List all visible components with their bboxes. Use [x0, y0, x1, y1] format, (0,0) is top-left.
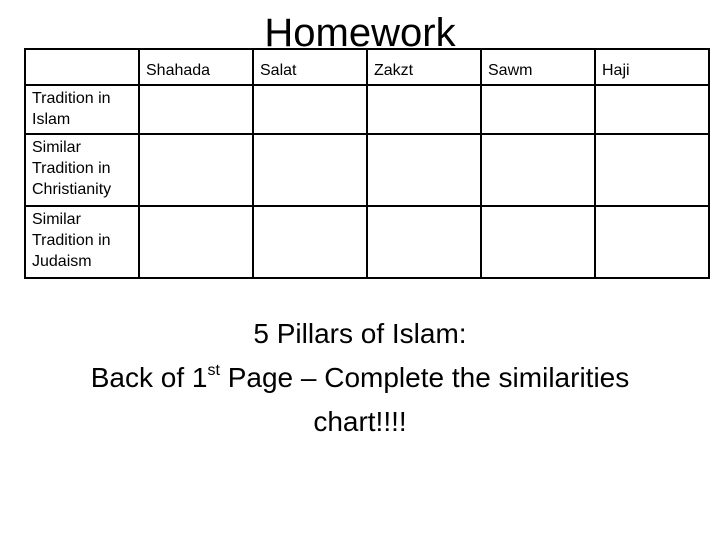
row-label-judaism: Similar Tradition in Judaism	[25, 206, 139, 278]
instructions-line-3: chart!!!!	[313, 406, 407, 437]
table-cell	[253, 134, 367, 206]
table-cell	[481, 85, 595, 134]
instructions-line-2-end: Page – Complete the similarities	[219, 362, 630, 393]
table-cell	[595, 85, 709, 134]
row-label-christianity: Similar Tradition in Christianity	[25, 134, 139, 206]
similarities-chart	[24, 48, 710, 279]
table-cell	[595, 134, 709, 206]
table-row	[25, 206, 709, 278]
table-row	[25, 134, 709, 206]
page-title: Homework	[264, 11, 456, 55]
table-cell	[367, 134, 481, 206]
ordinal-suffix: st	[207, 362, 220, 379]
table-cell	[595, 206, 709, 278]
table-cell	[481, 206, 595, 278]
table-cell	[367, 85, 481, 134]
table-cell	[367, 206, 481, 278]
column-header-zakzt: Zakzt	[367, 49, 481, 85]
instructions-line-2	[0, 356, 720, 400]
table-cell	[139, 206, 253, 278]
table-cell	[139, 134, 253, 206]
column-header-blank	[25, 49, 139, 85]
table-cell	[139, 85, 253, 134]
column-header-haji: Haji	[595, 49, 709, 85]
column-header-salat: Salat	[253, 49, 367, 85]
column-header-shahada: Shahada	[139, 49, 253, 85]
instructions-text	[0, 312, 720, 444]
table-header-row	[25, 49, 709, 85]
instructions-line-2-start: Back of 1	[90, 362, 208, 393]
table-cell	[481, 134, 595, 206]
instructions-line-1: 5 Pillars of Islam:	[253, 318, 467, 349]
table-row	[25, 85, 709, 134]
column-header-sawm: Sawm	[481, 49, 595, 85]
table-cell	[253, 206, 367, 278]
row-label-islam: Tradition in Islam	[25, 85, 139, 134]
table-cell	[253, 85, 367, 134]
